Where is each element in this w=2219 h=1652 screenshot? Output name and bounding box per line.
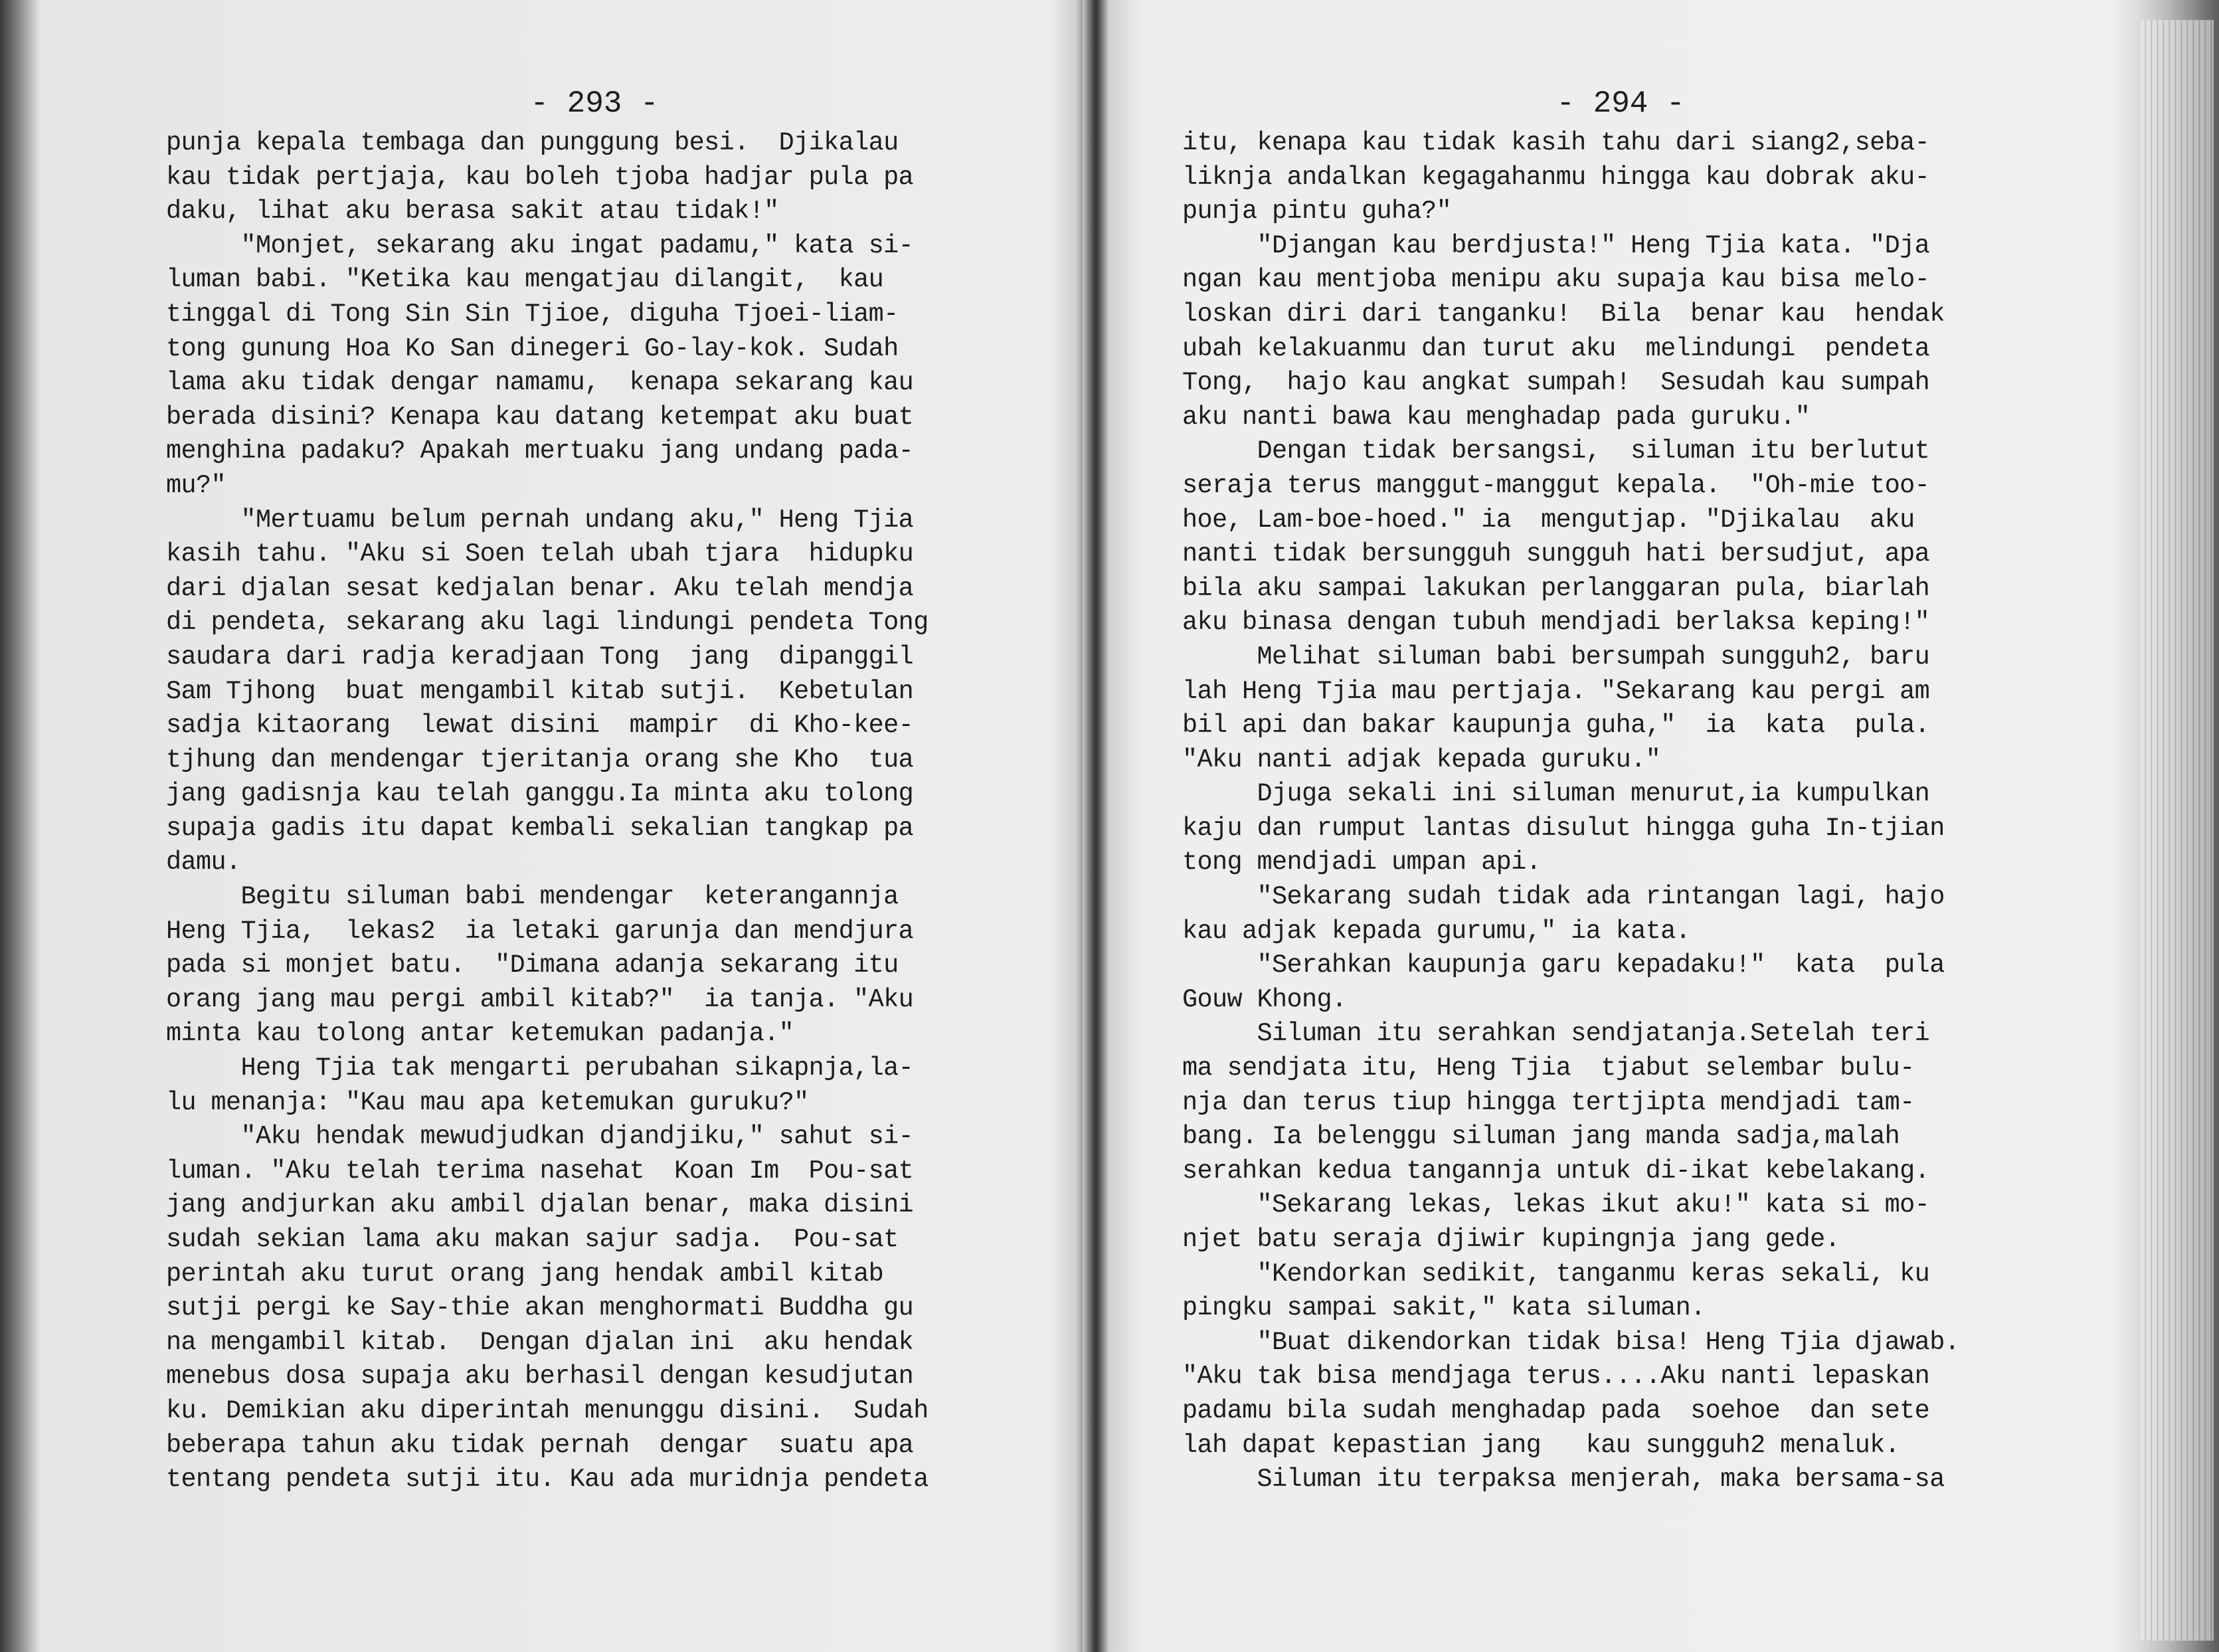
- text-line: ngan kau mentjoba menipu aku supaja kau bisa melo-: [1182, 265, 1930, 295]
- text-line: tjhung dan mendengar tjeritanja orang she Kho tua: [166, 745, 914, 775]
- text-line: Siluman itu serahkan sendjatanja.Setelah teri: [1182, 1019, 1930, 1049]
- text-line: sadja kitaorang lewat disini mampir di Kho-kee-: [166, 711, 914, 741]
- text-line: "Aku tak bisa mendjaga terus....Aku nanti lepaskan: [1182, 1362, 1930, 1392]
- text-line: jang gadisnja kau telah ganggu.Ia minta aku tolong: [166, 779, 914, 809]
- text-line: itu, kenapa kau tidak kasih tahu dari siang2,seba-: [1182, 128, 1930, 157]
- text-line: di pendeta, sekarang aku lagi lindungi pendeta Tong: [166, 608, 929, 638]
- text-line: Gouw Khong.: [1182, 984, 1347, 1014]
- text-line: sutji pergi ke Say-thie akan menghormati Buddha gu: [166, 1293, 914, 1323]
- text-line: "Monjet, sekarang aku ingat padamu," kata si-: [166, 230, 914, 260]
- text-line: pingku sampai sakit," kata siluman.: [1182, 1293, 1706, 1323]
- text-line: daku, lihat aku berasa sakit atau tidak!": [166, 197, 779, 227]
- text-line: nanti tidak bersungguh sungguh hati bersudjut, apa: [1182, 539, 1930, 569]
- page-edges: [2141, 20, 2214, 1641]
- text-line: lah Heng Tjia mau pertjaja. "Sekarang kau pergi am: [1182, 676, 1930, 706]
- page-text: [1182, 126, 2059, 1497]
- text-line: menebus dosa supaja aku berhasil dengan kesudjutan: [166, 1362, 914, 1392]
- text-line: punja pintu guha?": [1182, 197, 1452, 227]
- text-line: seraja terus manggut-manggut kepala. "Oh-mie too-: [1182, 470, 1930, 500]
- text-line: luman. "Aku telah terima nasehat Koan Im Pou-sat: [166, 1156, 914, 1186]
- book-gutter: [1083, 0, 1109, 1652]
- text-line: Dengan tidak bersangsi, siluman itu berlutut: [1182, 436, 1930, 466]
- text-line: punja kepala tembaga dan punggung besi. Djikalau: [166, 128, 899, 157]
- text-line: luman babi. "Ketika kau mengatjau dilangit, kau: [166, 265, 884, 295]
- page-number: - 293 -: [530, 86, 659, 121]
- text-line: "Aku hendak mewudjudkan djandjiku," sahut si-: [166, 1122, 914, 1152]
- text-line: ma sendjata itu, Heng Tjia tjabut selembar bulu-: [1182, 1054, 1915, 1083]
- text-line: serahkan kedua tangannja untuk di-ikat kebelakang.: [1182, 1156, 1930, 1186]
- text-line: aku binasa dengan tubuh mendjadi berlaksa keping!": [1182, 608, 1930, 638]
- text-line: bil api dan bakar kaupunja guha," ia kata pula.: [1182, 711, 1930, 741]
- text-line: Heng Tjia, lekas2 ia letaki garunja dan mendjura: [166, 916, 914, 946]
- text-line: orang jang mau pergi ambil kitab?" ia tanja. "Aku: [166, 984, 914, 1014]
- text-line: Heng Tjia tak mengarti perubahan sikapnja,la-: [166, 1054, 914, 1083]
- text-line: Melihat siluman babi bersumpah sungguh2, baru: [1182, 642, 1930, 672]
- text-line: sudah sekian lama aku makan sajur sadja. Pou-sat: [166, 1225, 899, 1254]
- text-line: lu menanja: "Kau mau apa ketemukan guruku?": [166, 1087, 809, 1117]
- text-line: "Aku nanti adjak kepada guruku.": [1182, 745, 1661, 775]
- text-line: jang andjurkan aku ambil djalan benar, maka disini: [166, 1190, 914, 1220]
- text-line: loskan diri dari tanganku! Bila benar kau hendak: [1182, 299, 1945, 329]
- text-line: ubah kelakuanmu dan turut aku melindungi pendeta: [1182, 333, 1930, 363]
- text-line: na mengambil kitab. Dengan djalan ini aku hendak: [166, 1327, 914, 1357]
- text-line: Sam Tjhong buat mengambil kitab sutji. Kebetulan: [166, 676, 914, 706]
- text-line: tentang pendeta sutji itu. Kau ada muridnja pendeta: [166, 1465, 929, 1495]
- page-text: [166, 126, 1023, 1497]
- text-line: ku. Demikian aku diperintah menunggu disini. Sudah: [166, 1396, 929, 1425]
- text-line: tinggal di Tong Sin Sin Tjioe, diguha Tjoei-liam-: [166, 299, 899, 329]
- text-line: kau adjak kepada gurumu," ia kata.: [1182, 916, 1691, 946]
- text-line: kau tidak pertjaja, kau boleh tjoba hadjar pula pa: [166, 162, 914, 192]
- text-line: liknja andalkan kegagahanmu hingga kau dobrak aku-: [1182, 162, 1930, 192]
- text-line: "Kendorkan sedikit, tanganmu keras sekali, ku: [1182, 1259, 1930, 1289]
- text-line: Siluman itu terpaksa menjerah, maka bersama-sa: [1182, 1465, 1945, 1495]
- text-line: perintah aku turut orang jang hendak ambil kitab: [166, 1259, 884, 1289]
- text-line: "Buat dikendorkan tidak bisa! Heng Tjia djawab.: [1182, 1327, 1960, 1357]
- text-line: Tong, hajo kau angkat sumpah! Sesudah kau sumpah: [1182, 368, 1930, 398]
- page-number: - 294 -: [1556, 86, 1685, 121]
- text-line: kaju dan rumput lantas disulut hingga guha In-tjian: [1182, 813, 1945, 843]
- text-line: "Serahkan kaupunja garu kepadaku!" kata pula: [1182, 951, 1945, 980]
- text-line: dari djalan sesat kedjalan benar. Aku telah mendja: [166, 573, 914, 603]
- text-line: mu?": [166, 470, 226, 500]
- text-line: nja dan terus tiup hingga tertjipta mendjadi tam-: [1182, 1087, 1915, 1117]
- text-line: minta kau tolong antar ketemukan padanja.": [166, 1019, 794, 1049]
- text-line: lama aku tidak dengar namamu, kenapa sekarang kau: [166, 368, 914, 398]
- text-line: saudara dari radja keradjaan Tong jang dipanggil: [166, 642, 914, 672]
- text-line: pada si monjet batu. "Dimana adanja sekarang itu: [166, 951, 899, 980]
- text-line: berada disini? Kenapa kau datang ketempat aku buat: [166, 402, 914, 432]
- left-page: [166, 86, 1023, 1497]
- text-line: aku nanti bawa kau menghadap pada guruku.": [1182, 402, 1811, 432]
- text-line: tong mendjadi umpan api.: [1182, 848, 1542, 877]
- text-line: damu.: [166, 848, 241, 877]
- text-line: bila aku sampai lakukan perlanggaran pula, biarlah: [1182, 573, 1930, 603]
- text-line: "Mertuamu belum pernah undang aku," Heng Tjia: [166, 505, 914, 535]
- text-line: "Sekarang sudah tidak ada rintangan lagi, hajo: [1182, 882, 1945, 912]
- text-line: bang. Ia belenggu siluman jang manda sadja,malah: [1182, 1122, 1900, 1152]
- text-line: supaja gadis itu dapat kembali sekalian tangkap pa: [166, 813, 914, 843]
- text-line: menghina padaku? Apakah mertuaku jang undang pada-: [166, 436, 914, 466]
- text-line: Djuga sekali ini siluman menurut,ia kumpulkan: [1182, 779, 1930, 809]
- text-line: njet batu seraja djiwir kupingnja jang gede.: [1182, 1225, 1840, 1254]
- text-line: tong gunung Hoa Ko San dinegeri Go-lay-kok. Sudah: [166, 333, 899, 363]
- text-line: "Djangan kau berdjusta!" Heng Tjia kata. "Dja: [1182, 230, 1930, 260]
- text-line: Begitu siluman babi mendengar keterangannja: [166, 882, 899, 912]
- text-line: kasih tahu. "Aku si Soen telah ubah tjara hidupku: [166, 539, 914, 569]
- text-line: beberapa tahun aku tidak pernah dengar suatu apa: [166, 1430, 914, 1460]
- text-line: hoe, Lam-boe-hoed." ia mengutjap. "Djikalau aku: [1182, 505, 1915, 535]
- text-line: "Sekarang lekas, lekas ikut aku!" kata si mo-: [1182, 1190, 1930, 1220]
- right-page: [1182, 86, 2059, 1497]
- text-line: padamu bila sudah menghadap pada soehoe dan sete: [1182, 1396, 1930, 1425]
- text-line: lah dapat kepastian jang kau sungguh2 menaluk.: [1182, 1430, 1900, 1460]
